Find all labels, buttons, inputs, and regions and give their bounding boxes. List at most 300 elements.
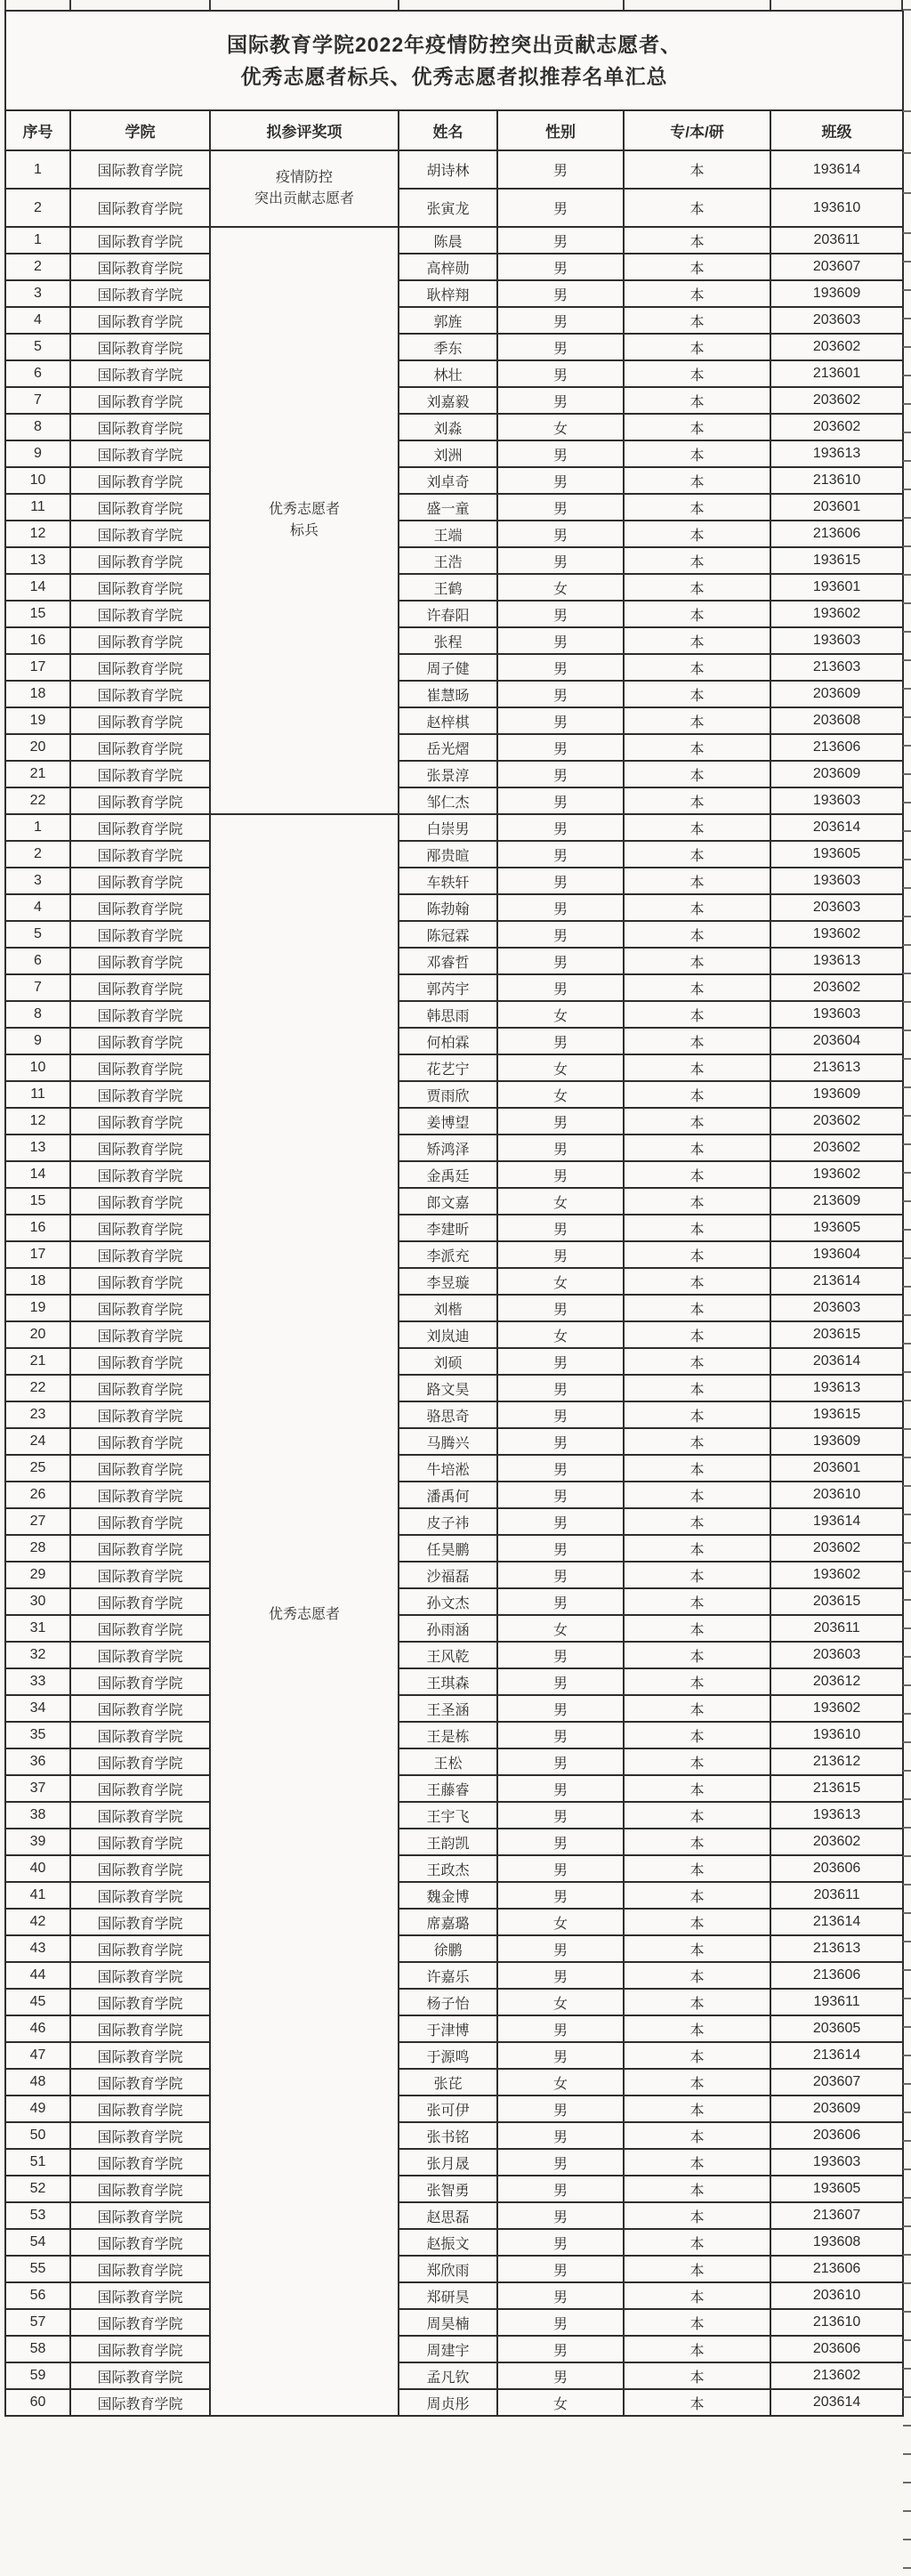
cell-level: 本 (624, 1962, 770, 1989)
cell-level: 本 (624, 1855, 770, 1882)
cell-college: 国际教育学院 (70, 1455, 210, 1482)
cell-class: 213614 (770, 2042, 903, 2069)
cell-class: 213609 (770, 1188, 903, 1215)
cell-college: 国际教育学院 (70, 2202, 210, 2229)
cell-level: 本 (624, 1508, 770, 1535)
cell-gender: 男 (497, 1855, 624, 1882)
cell-class: 213613 (770, 1935, 903, 1962)
cell-gender: 男 (497, 2015, 624, 2042)
cell-name: 白崇男 (399, 814, 497, 841)
cell-class: 203603 (770, 1295, 903, 1321)
cell-level: 本 (624, 521, 770, 547)
cell-college: 国际教育学院 (70, 307, 210, 334)
cell-name: 刘楷 (399, 1295, 497, 1321)
cell-index: 56 (5, 2282, 70, 2309)
table-row (5, 921, 903, 948)
table-row (5, 360, 903, 387)
cell-level: 本 (624, 2042, 770, 2069)
cell-gender: 男 (497, 1802, 624, 1829)
cell-college: 国际教育学院 (70, 467, 210, 494)
cell-name: 孙文杰 (399, 1588, 497, 1615)
cell-college: 国际教育学院 (70, 1935, 210, 1962)
table-row (5, 547, 903, 574)
cell-gender: 女 (497, 2389, 624, 2416)
cell-name: 赵梓棋 (399, 707, 497, 734)
cell-name: 车轶轩 (399, 868, 497, 894)
cell-level: 本 (624, 2202, 770, 2229)
cell-name: 魏金博 (399, 1882, 497, 1909)
cell-index: 23 (5, 1401, 70, 1428)
table-row (5, 387, 903, 414)
cell-college: 国际教育学院 (70, 974, 210, 1001)
cell-level: 本 (624, 2176, 770, 2202)
table-row (5, 1508, 903, 1535)
cell-class: 193608 (770, 2229, 903, 2256)
table-row (5, 1054, 903, 1081)
cell-college: 国际教育学院 (70, 2389, 210, 2416)
cell-gender: 男 (497, 2122, 624, 2149)
cell-college: 国际教育学院 (70, 1428, 210, 1455)
cell-college: 国际教育学院 (70, 1188, 210, 1215)
cell-level: 本 (624, 894, 770, 921)
cell-college: 国际教育学院 (70, 574, 210, 601)
cell-index: 8 (5, 414, 70, 440)
cell-class: 213615 (770, 1775, 903, 1802)
cell-name: 刘硕 (399, 1348, 497, 1375)
cell-college: 国际教育学院 (70, 1829, 210, 1855)
cell-index: 21 (5, 761, 70, 787)
table-row (5, 1748, 903, 1775)
cell-class: 193602 (770, 1161, 903, 1188)
cell-gender: 男 (497, 841, 624, 868)
cell-level: 本 (624, 574, 770, 601)
cell-name: 孟凡钦 (399, 2362, 497, 2389)
cell-gender: 女 (497, 574, 624, 601)
cell-index: 34 (5, 1695, 70, 1722)
cell-name: 李建昕 (399, 1215, 497, 1241)
cell-gender: 男 (497, 707, 624, 734)
cell-gender: 女 (497, 1188, 624, 1215)
cell-name: 王风乾 (399, 1642, 497, 1668)
cell-college: 国际教育学院 (70, 1215, 210, 1241)
cell-college: 国际教育学院 (70, 2336, 210, 2362)
col-header-college: 学院 (70, 110, 210, 150)
cell-level: 本 (624, 1401, 770, 1428)
cell-index: 45 (5, 1989, 70, 2015)
table-row (5, 974, 903, 1001)
table-row (5, 1161, 903, 1188)
cell-level: 本 (624, 974, 770, 1001)
cell-level: 本 (624, 334, 770, 360)
table-row (5, 734, 903, 761)
cell-college: 国际教育学院 (70, 654, 210, 681)
cell-name: 郭旌 (399, 307, 497, 334)
cell-name: 骆思奇 (399, 1401, 497, 1428)
cell-level: 本 (624, 654, 770, 681)
cell-index: 11 (5, 1081, 70, 1108)
col-header-gender: 性别 (497, 110, 624, 150)
cell-gender: 男 (497, 1962, 624, 1989)
cell-class: 213606 (770, 734, 903, 761)
cell-index: 21 (5, 1348, 70, 1375)
cell-college: 国际教育学院 (70, 2282, 210, 2309)
recommendation-table (4, 10, 904, 2417)
cell-gender: 男 (497, 467, 624, 494)
table-row (5, 1855, 903, 1882)
table-row (5, 761, 903, 787)
cell-class: 213614 (770, 1268, 903, 1295)
cell-name: 周贞彤 (399, 2389, 497, 2416)
cell-name: 张可伊 (399, 2096, 497, 2122)
cell-gender: 男 (497, 1455, 624, 1482)
cell-gender: 男 (497, 307, 624, 334)
cell-name: 刘岚迪 (399, 1321, 497, 1348)
cell-college: 国际教育学院 (70, 1135, 210, 1161)
cell-class: 203611 (770, 1615, 903, 1642)
cell-index: 1 (5, 814, 70, 841)
cell-name: 赵思磊 (399, 2202, 497, 2229)
cell-index: 38 (5, 1802, 70, 1829)
cell-index: 29 (5, 1562, 70, 1588)
cell-level: 本 (624, 440, 770, 467)
cell-index: 18 (5, 681, 70, 707)
cell-gender: 男 (497, 1508, 624, 1535)
table-row (5, 2069, 903, 2096)
cell-level: 本 (624, 1108, 770, 1135)
cell-name: 李昱璇 (399, 1268, 497, 1295)
cell-index: 35 (5, 1722, 70, 1748)
table-row (5, 2256, 903, 2282)
cell-index: 31 (5, 1615, 70, 1642)
cell-level: 本 (624, 547, 770, 574)
cell-class: 193613 (770, 1802, 903, 1829)
table-row (5, 1935, 903, 1962)
cell-gender: 男 (497, 227, 624, 254)
cell-college: 国际教育学院 (70, 1562, 210, 1588)
cell-college: 国际教育学院 (70, 601, 210, 627)
table-row (5, 440, 903, 467)
cell-name: 张智勇 (399, 2176, 497, 2202)
cell-index: 7 (5, 387, 70, 414)
cell-gender: 女 (497, 1081, 624, 1108)
cell-class: 203606 (770, 2122, 903, 2149)
table-row (5, 189, 903, 227)
cell-gender: 男 (497, 2149, 624, 2176)
cell-class: 203602 (770, 1108, 903, 1135)
cell-name: 金禹廷 (399, 1161, 497, 1188)
cell-class: 203602 (770, 1535, 903, 1562)
cell-class: 193615 (770, 547, 903, 574)
cell-level: 本 (624, 1135, 770, 1161)
award-merged-cell: 优秀志愿者 标兵 (210, 227, 399, 814)
table-row (5, 1722, 903, 1748)
cell-level: 本 (624, 1615, 770, 1642)
cell-class: 213603 (770, 654, 903, 681)
cell-class: 193610 (770, 1722, 903, 1748)
cell-level: 本 (624, 2362, 770, 2389)
cell-level: 本 (624, 1695, 770, 1722)
cell-class: 203611 (770, 227, 903, 254)
cell-college: 国际教育学院 (70, 894, 210, 921)
cell-index: 2 (5, 254, 70, 280)
table-row (5, 2229, 903, 2256)
cell-index: 12 (5, 521, 70, 547)
cell-college: 国际教育学院 (70, 2256, 210, 2282)
cell-name: 马腾兴 (399, 1428, 497, 1455)
cell-class: 203610 (770, 2282, 903, 2309)
cell-gender: 男 (497, 1241, 624, 1268)
cell-index: 9 (5, 1028, 70, 1054)
cell-class: 203604 (770, 1028, 903, 1054)
table-row (5, 1615, 903, 1642)
cell-college: 国际教育学院 (70, 360, 210, 387)
cell-college: 国际教育学院 (70, 1001, 210, 1028)
cell-college: 国际教育学院 (70, 227, 210, 254)
cell-name: 赵振文 (399, 2229, 497, 2256)
table-row (5, 2096, 903, 2122)
cell-name: 刘嘉毅 (399, 387, 497, 414)
cell-gender: 男 (497, 440, 624, 467)
cell-college: 国际教育学院 (70, 681, 210, 707)
cell-college: 国际教育学院 (70, 1375, 210, 1401)
col-header-award: 拟参评奖项 (210, 110, 399, 150)
cell-index: 4 (5, 894, 70, 921)
header-row (5, 110, 903, 150)
cell-level: 本 (624, 1882, 770, 1909)
cell-name: 张月晟 (399, 2149, 497, 2176)
cell-class: 203606 (770, 1855, 903, 1882)
cell-name: 陈冠霖 (399, 921, 497, 948)
table-row (5, 1962, 903, 1989)
cell-level: 本 (624, 280, 770, 307)
cell-gender: 女 (497, 414, 624, 440)
cell-name: 王政杰 (399, 1855, 497, 1882)
cell-index: 24 (5, 1428, 70, 1455)
cell-college: 国际教育学院 (70, 2229, 210, 2256)
cell-index: 47 (5, 2042, 70, 2069)
cell-name: 崔慧旸 (399, 681, 497, 707)
cell-class: 193603 (770, 1001, 903, 1028)
cell-level: 本 (624, 1775, 770, 1802)
cell-college: 国际教育学院 (70, 1989, 210, 2015)
cell-name: 邹仁杰 (399, 787, 497, 814)
cell-level: 本 (624, 2282, 770, 2309)
cell-name: 杨子怡 (399, 1989, 497, 2015)
cell-level: 本 (624, 627, 770, 654)
cell-name: 孙雨涵 (399, 1615, 497, 1642)
cell-name: 王韵凯 (399, 1829, 497, 1855)
cell-level: 本 (624, 254, 770, 280)
cell-index: 1 (5, 227, 70, 254)
cell-level: 本 (624, 1588, 770, 1615)
table-row (5, 627, 903, 654)
cell-college: 国际教育学院 (70, 2042, 210, 2069)
table-row (5, 2149, 903, 2176)
cell-gender: 男 (497, 387, 624, 414)
table-row (5, 280, 903, 307)
cell-class: 203607 (770, 254, 903, 280)
cell-name: 郭芮宇 (399, 974, 497, 1001)
cell-index: 26 (5, 1482, 70, 1508)
cell-class: 193602 (770, 1562, 903, 1588)
cell-class: 203601 (770, 1455, 903, 1482)
table-row (5, 2202, 903, 2229)
cell-level: 本 (624, 307, 770, 334)
cell-class: 193603 (770, 787, 903, 814)
table-title (5, 11, 903, 110)
cell-index: 22 (5, 787, 70, 814)
cell-college: 国际教育学院 (70, 1321, 210, 1348)
cell-class: 203607 (770, 2069, 903, 2096)
cell-gender: 女 (497, 1268, 624, 1295)
cell-level: 本 (624, 2122, 770, 2149)
cell-gender: 男 (497, 894, 624, 921)
cell-class: 213612 (770, 1748, 903, 1775)
cell-gender: 女 (497, 2069, 624, 2096)
cell-name: 张寅龙 (399, 189, 497, 227)
cell-name: 王松 (399, 1748, 497, 1775)
cell-class: 213601 (770, 360, 903, 387)
cell-class: 203602 (770, 974, 903, 1001)
cell-level: 本 (624, 681, 770, 707)
table-row (5, 894, 903, 921)
cell-gender: 男 (497, 601, 624, 627)
cell-class: 193609 (770, 1428, 903, 1455)
cell-name: 沙福磊 (399, 1562, 497, 1588)
cell-name: 邓睿哲 (399, 948, 497, 974)
cell-level: 本 (624, 1802, 770, 1829)
cell-college: 国际教育学院 (70, 150, 210, 189)
cell-class: 203615 (770, 1588, 903, 1615)
cell-name: 岳光熠 (399, 734, 497, 761)
cell-index: 15 (5, 1188, 70, 1215)
cell-level: 本 (624, 1989, 770, 2015)
cell-class: 193602 (770, 1695, 903, 1722)
cell-class: 193602 (770, 601, 903, 627)
cell-class: 203611 (770, 1882, 903, 1909)
table-row (5, 334, 903, 360)
cell-level: 本 (624, 2069, 770, 2096)
title-row (5, 11, 903, 110)
cell-level: 本 (624, 189, 770, 227)
cell-college: 国际教育学院 (70, 280, 210, 307)
table-row (5, 2122, 903, 2149)
table-row (5, 1241, 903, 1268)
cell-class: 203603 (770, 307, 903, 334)
table-row (5, 2336, 903, 2362)
cell-level: 本 (624, 1455, 770, 1482)
cell-gender: 男 (497, 734, 624, 761)
cell-gender: 男 (497, 681, 624, 707)
table-row (5, 2176, 903, 2202)
cell-index: 36 (5, 1748, 70, 1775)
cell-level: 本 (624, 1161, 770, 1188)
cropped-previous-row (0, 0, 911, 10)
cell-name: 路文昊 (399, 1375, 497, 1401)
cell-index: 28 (5, 1535, 70, 1562)
cell-name: 牛培淞 (399, 1455, 497, 1482)
cell-college: 国际教育学院 (70, 1081, 210, 1108)
cell-name: 邴贵暄 (399, 841, 497, 868)
cell-class: 203601 (770, 494, 903, 521)
cell-name: 陈勃翰 (399, 894, 497, 921)
cell-level: 本 (624, 1909, 770, 1935)
col-header-class: 班级 (770, 110, 903, 150)
cell-index: 12 (5, 1108, 70, 1135)
cell-class: 213606 (770, 2256, 903, 2282)
cell-name: 周建宇 (399, 2336, 497, 2362)
cell-gender: 男 (497, 1935, 624, 1962)
table-row (5, 521, 903, 547)
award-merged-cell: 优秀志愿者 (210, 814, 399, 2416)
cell-college: 国际教育学院 (70, 1882, 210, 1909)
cell-college: 国际教育学院 (70, 627, 210, 654)
cell-name: 许春阳 (399, 601, 497, 627)
cell-name: 王圣涵 (399, 1695, 497, 1722)
cell-name: 郎文嘉 (399, 1188, 497, 1215)
cell-index: 52 (5, 2176, 70, 2202)
cell-gender: 男 (497, 1668, 624, 1695)
cell-class: 213613 (770, 1054, 903, 1081)
cell-index: 51 (5, 2149, 70, 2176)
table-row (5, 1882, 903, 1909)
table-row (5, 1588, 903, 1615)
cell-gender: 男 (497, 280, 624, 307)
cell-level: 本 (624, 1562, 770, 1588)
cell-college: 国际教育学院 (70, 1695, 210, 1722)
table-row (5, 1268, 903, 1295)
cell-gender: 男 (497, 521, 624, 547)
table-row (5, 1428, 903, 1455)
cell-class: 203614 (770, 814, 903, 841)
cell-college: 国际教育学院 (70, 1775, 210, 1802)
cell-college: 国际教育学院 (70, 2309, 210, 2336)
cell-index: 59 (5, 2362, 70, 2389)
cell-college: 国际教育学院 (70, 1748, 210, 1775)
cell-index: 46 (5, 2015, 70, 2042)
cell-index: 58 (5, 2336, 70, 2362)
table-row (5, 601, 903, 627)
cell-college: 国际教育学院 (70, 1855, 210, 1882)
cell-index: 3 (5, 868, 70, 894)
cell-level: 本 (624, 387, 770, 414)
cell-college: 国际教育学院 (70, 547, 210, 574)
cell-college: 国际教育学院 (70, 414, 210, 440)
cell-class: 213602 (770, 2362, 903, 2389)
cell-college: 国际教育学院 (70, 1615, 210, 1642)
cell-name: 矫鸿泽 (399, 1135, 497, 1161)
cell-class: 193601 (770, 574, 903, 601)
cell-name: 盛一童 (399, 494, 497, 521)
cell-class: 193611 (770, 1989, 903, 2015)
cell-college: 国际教育学院 (70, 1962, 210, 1989)
cell-gender: 男 (497, 2229, 624, 2256)
cell-name: 刘卓奇 (399, 467, 497, 494)
cell-class: 193613 (770, 1375, 903, 1401)
cell-level: 本 (624, 2015, 770, 2042)
cell-class: 193603 (770, 627, 903, 654)
table-row (5, 1188, 903, 1215)
cell-name: 于津博 (399, 2015, 497, 2042)
cell-name: 王端 (399, 521, 497, 547)
cell-gender: 男 (497, 360, 624, 387)
cell-level: 本 (624, 2229, 770, 2256)
cell-index: 54 (5, 2229, 70, 2256)
cell-gender: 男 (497, 2096, 624, 2122)
cell-level: 本 (624, 1348, 770, 1375)
table-row (5, 1802, 903, 1829)
table-row (5, 254, 903, 280)
